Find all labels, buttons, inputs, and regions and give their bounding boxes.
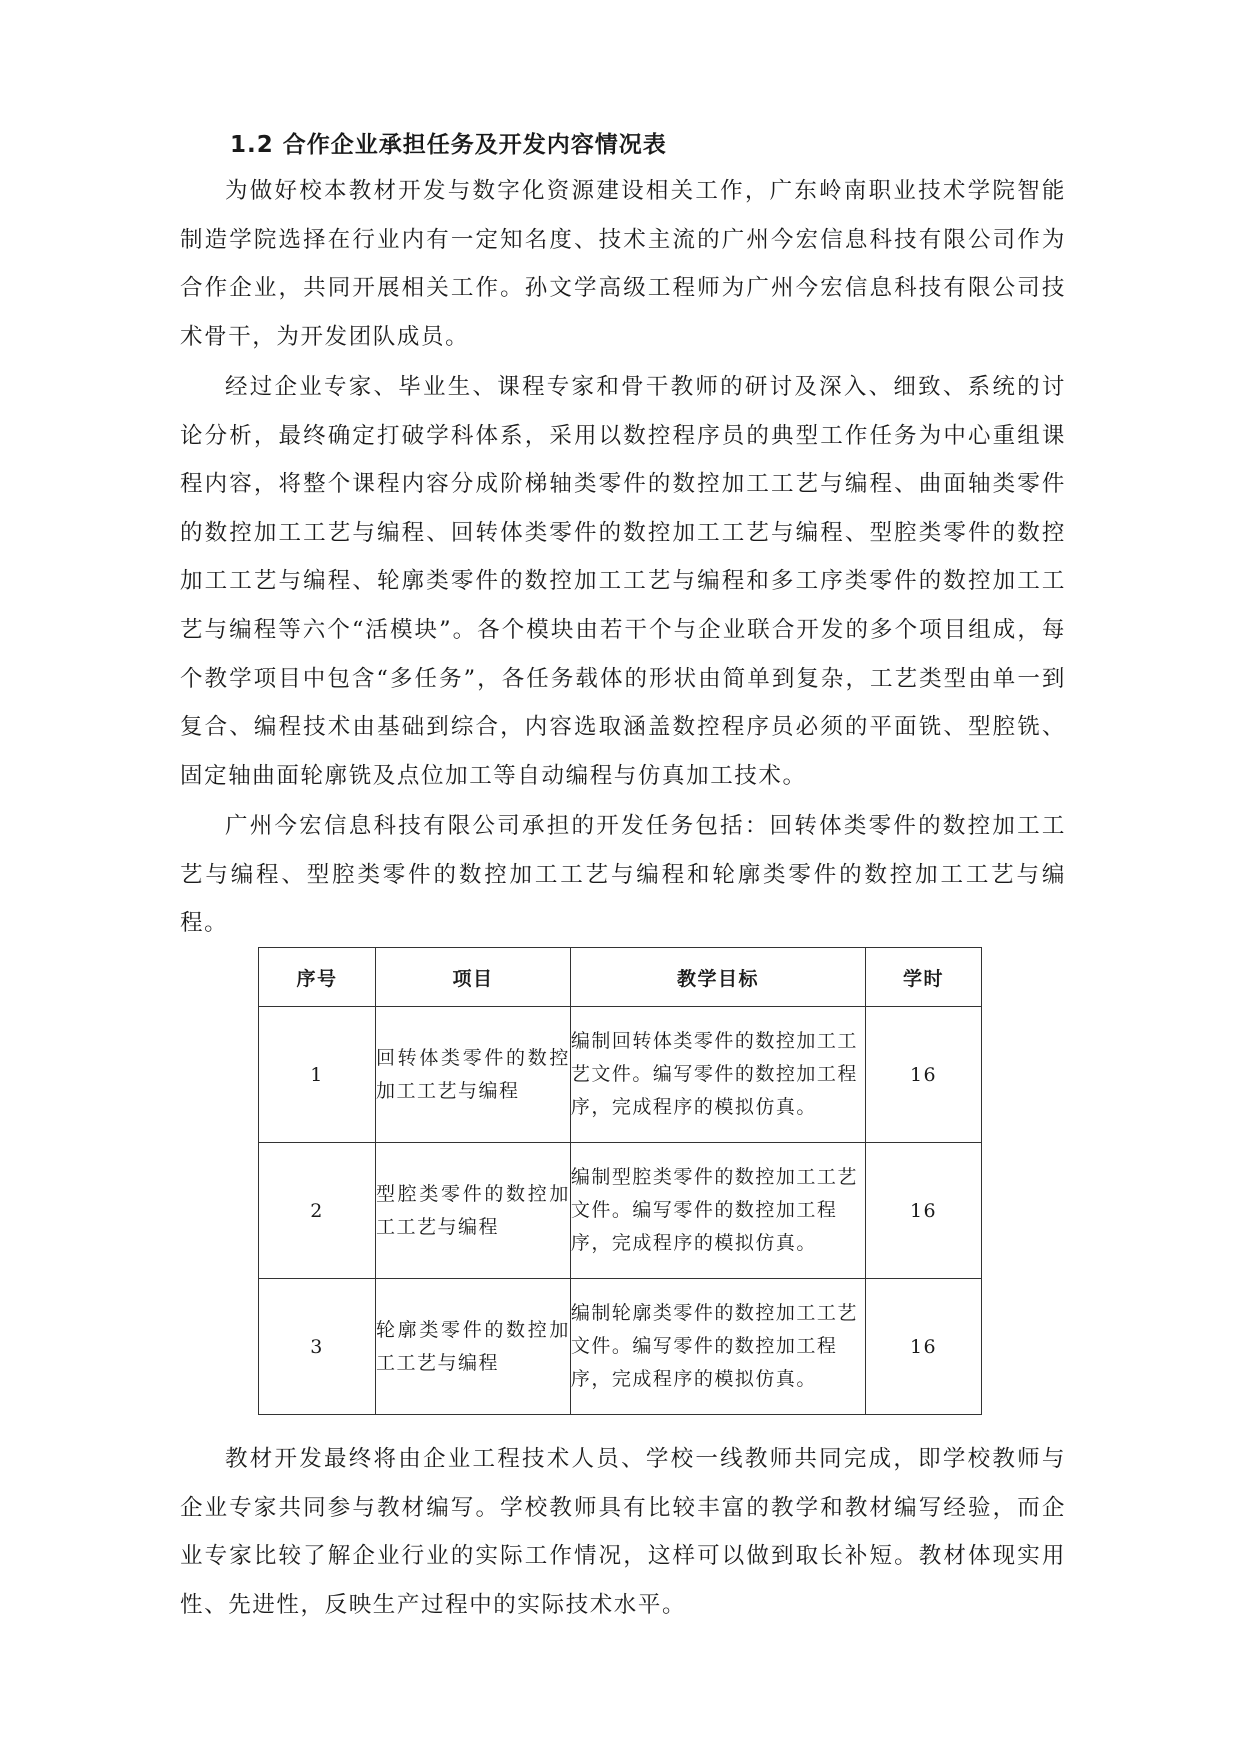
row-number: 3 (259, 1279, 376, 1415)
row-number: 1 (259, 1007, 376, 1143)
table-row (259, 1007, 982, 1143)
row-hours: 16 (866, 1007, 982, 1143)
table-row (259, 1279, 982, 1415)
header-project: 项目 (375, 948, 570, 1007)
table-row (259, 1143, 982, 1279)
row-hours: 16 (866, 1279, 982, 1415)
row-teaching-goal: 编制回转体类零件的数控加工工艺文件。编写零件的数控加工程序，完成程序的模拟仿真。 (570, 1007, 865, 1143)
table-header-row (259, 948, 982, 1007)
row-teaching-goal: 编制轮廓类零件的数控加工工艺文件。编写零件的数控加工程序，完成程序的模拟仿真。 (570, 1279, 865, 1415)
paragraph-company-tasks: 广州今宏信息科技有限公司承担的开发任务包括：回转体类零件的数控加工工艺与编程、型腔类零件的数控加工工艺与编程和轮廓类零件的数控加工工艺与编程。 (180, 813, 1066, 937)
paragraph-partner-selection: 为做好校本教材开发与数字化资源建设相关工作，广东岭南职业技术学院智能制造学院选择在行业内有一定知名度、技术主流的广州今宏信息科技有限公司作为合作企业，共同开展相关工作。孙文学高级工程师为广州今宏信息科技有限公司技术骨干，为开发团队成员。 (180, 178, 1066, 350)
row-hours: 16 (866, 1143, 982, 1279)
header-teaching-goal: 教学目标 (570, 948, 865, 1007)
row-number: 2 (259, 1143, 376, 1279)
row-project: 回转体类零件的数控加工工艺与编程 (375, 1007, 570, 1143)
row-project: 轮廓类零件的数控加工工艺与编程 (375, 1279, 570, 1415)
paragraph-joint-authoring: 教材开发最终将由企业工程技术人员、学校一线教师共同完成，即学校教师与企业专家共同参与教材编写。学校教师具有比较丰富的教学和教材编写经验，而企业专家比较了解企业行业的实际工作情况，这样可以做到取长补短。教材体现实用性、先进性，反映生产过程中的实际技术水平。 (180, 1446, 1066, 1618)
header-hours: 学时 (866, 948, 982, 1007)
paragraph-course-structure: 经过企业专家、毕业生、课程专家和骨干教师的研讨及深入、细致、系统的讨论分析，最终确定打破学科体系，采用以数控程序员的典型工作任务为中心重组课程内容，将整个课程内容分成阶梯轴类零件的数控加工工艺与编程、曲面轴类零件的数控加工工艺与编程、回转体类零件的数控加工工艺与编程、型腔类零件的数控加工工艺与编程、轮廓类零件的数控加工工艺与编程和多工序类零件的数控加工工艺与编程等六个“活模块”。各个模块由若干个与企业联合开发的多个项目组成，每个教学项目中包含“多任务”，各任务载体的形状由简单到复杂，工艺类型由单一到复合、编程技术由基础到综合，内容选取涵盖数控程序员必须的平面铣、型腔铣、固定轴曲面轮廓铣及点位加工等自动编程与仿真加工技术。 (180, 374, 1066, 789)
row-teaching-goal: 编制型腔类零件的数控加工工艺文件。编写零件的数控加工程序，完成程序的模拟仿真。 (570, 1143, 865, 1279)
task-table (258, 947, 982, 1415)
header-number: 序号 (259, 948, 376, 1007)
row-project: 型腔类零件的数控加工工艺与编程 (375, 1143, 570, 1279)
section-heading: 1.2 合作企业承担任务及开发内容情况表 (230, 132, 667, 158)
